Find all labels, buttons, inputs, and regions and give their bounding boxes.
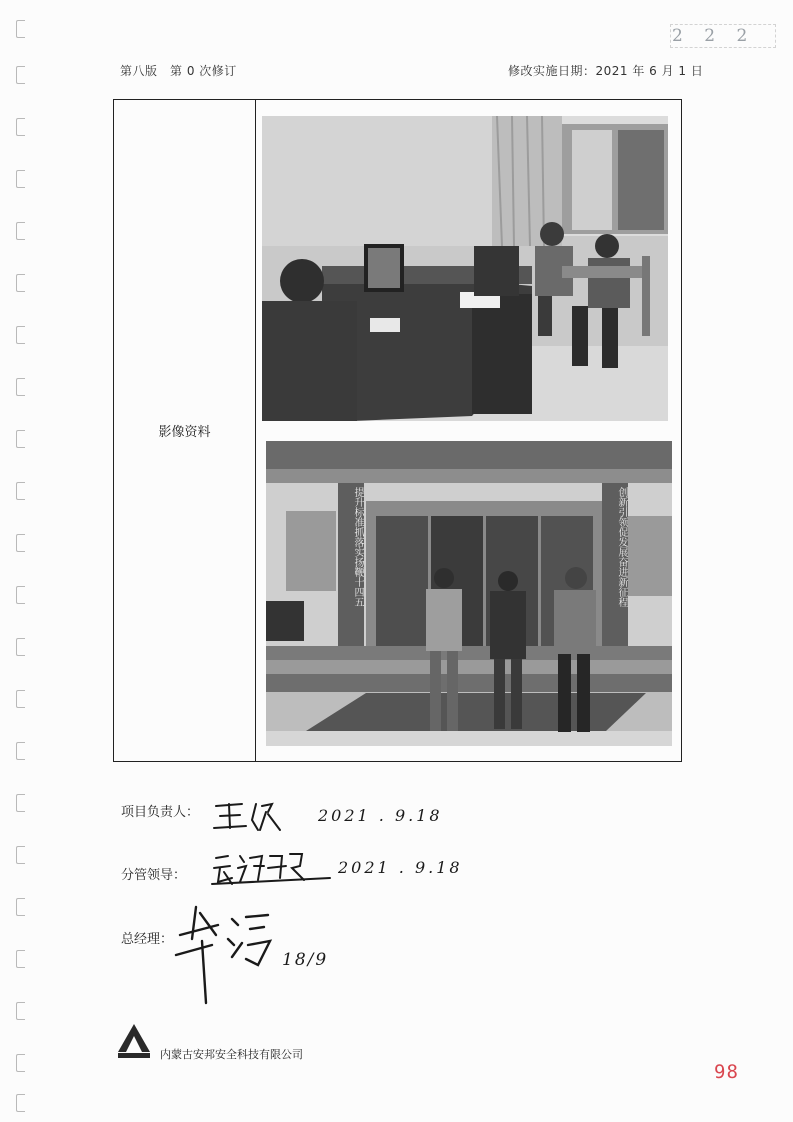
manager-date: 18/9 bbox=[282, 950, 329, 970]
punch-mark bbox=[16, 898, 25, 916]
punch-mark bbox=[16, 742, 25, 760]
punch-mark bbox=[16, 378, 25, 396]
manager-signature bbox=[172, 895, 280, 1005]
punch-mark bbox=[16, 20, 25, 38]
project-lead-date: 2021 . 9.18 bbox=[318, 806, 443, 825]
table-divider bbox=[255, 100, 256, 761]
company-name: 内蒙古安邦安全科技有限公司 bbox=[160, 1048, 303, 1061]
punch-mark bbox=[16, 170, 25, 188]
left-banner: 提升标准抓落实扬鞭十四五 bbox=[352, 487, 363, 607]
punch-mark bbox=[16, 1054, 25, 1072]
punch-mark bbox=[16, 534, 25, 552]
project-lead-label: 项目负责人： bbox=[121, 805, 200, 820]
punch-mark bbox=[16, 222, 25, 240]
corner-handwritten-note: 2 2 2 bbox=[672, 26, 756, 46]
supervisor-date: 2021 . 9.18 bbox=[338, 858, 463, 877]
punch-mark bbox=[16, 846, 25, 864]
supervisor-label: 分管领导： bbox=[121, 868, 187, 883]
project-lead-signature bbox=[212, 798, 292, 834]
punch-mark bbox=[16, 1002, 25, 1020]
punch-mark bbox=[16, 690, 25, 708]
punch-mark bbox=[16, 586, 25, 604]
punch-mark bbox=[16, 1094, 25, 1112]
punch-mark bbox=[16, 66, 25, 84]
image-record-label: 影像资料 bbox=[158, 425, 211, 440]
company-logo bbox=[116, 1022, 152, 1058]
punch-mark bbox=[16, 950, 25, 968]
punch-mark bbox=[16, 482, 25, 500]
right-banner: 创新引领促发展奋进新征程 bbox=[616, 487, 627, 607]
office-photo bbox=[262, 116, 668, 421]
table-label-cell bbox=[114, 100, 255, 761]
page-number: 98 bbox=[714, 1061, 739, 1083]
punch-mark bbox=[16, 638, 25, 656]
punch-mark bbox=[16, 118, 25, 136]
entrance-photo bbox=[266, 441, 672, 746]
punch-mark bbox=[16, 794, 25, 812]
effective-date: 修改实施日期：2021 年 6 月 1 日 bbox=[508, 64, 704, 78]
punch-mark bbox=[16, 326, 25, 344]
punch-mark bbox=[16, 274, 25, 292]
version-info: 第八版 第 0 次修订 bbox=[120, 64, 237, 78]
supervisor-signature bbox=[210, 848, 334, 888]
punch-mark bbox=[16, 430, 25, 448]
manager-label: 总经理： bbox=[121, 932, 174, 947]
